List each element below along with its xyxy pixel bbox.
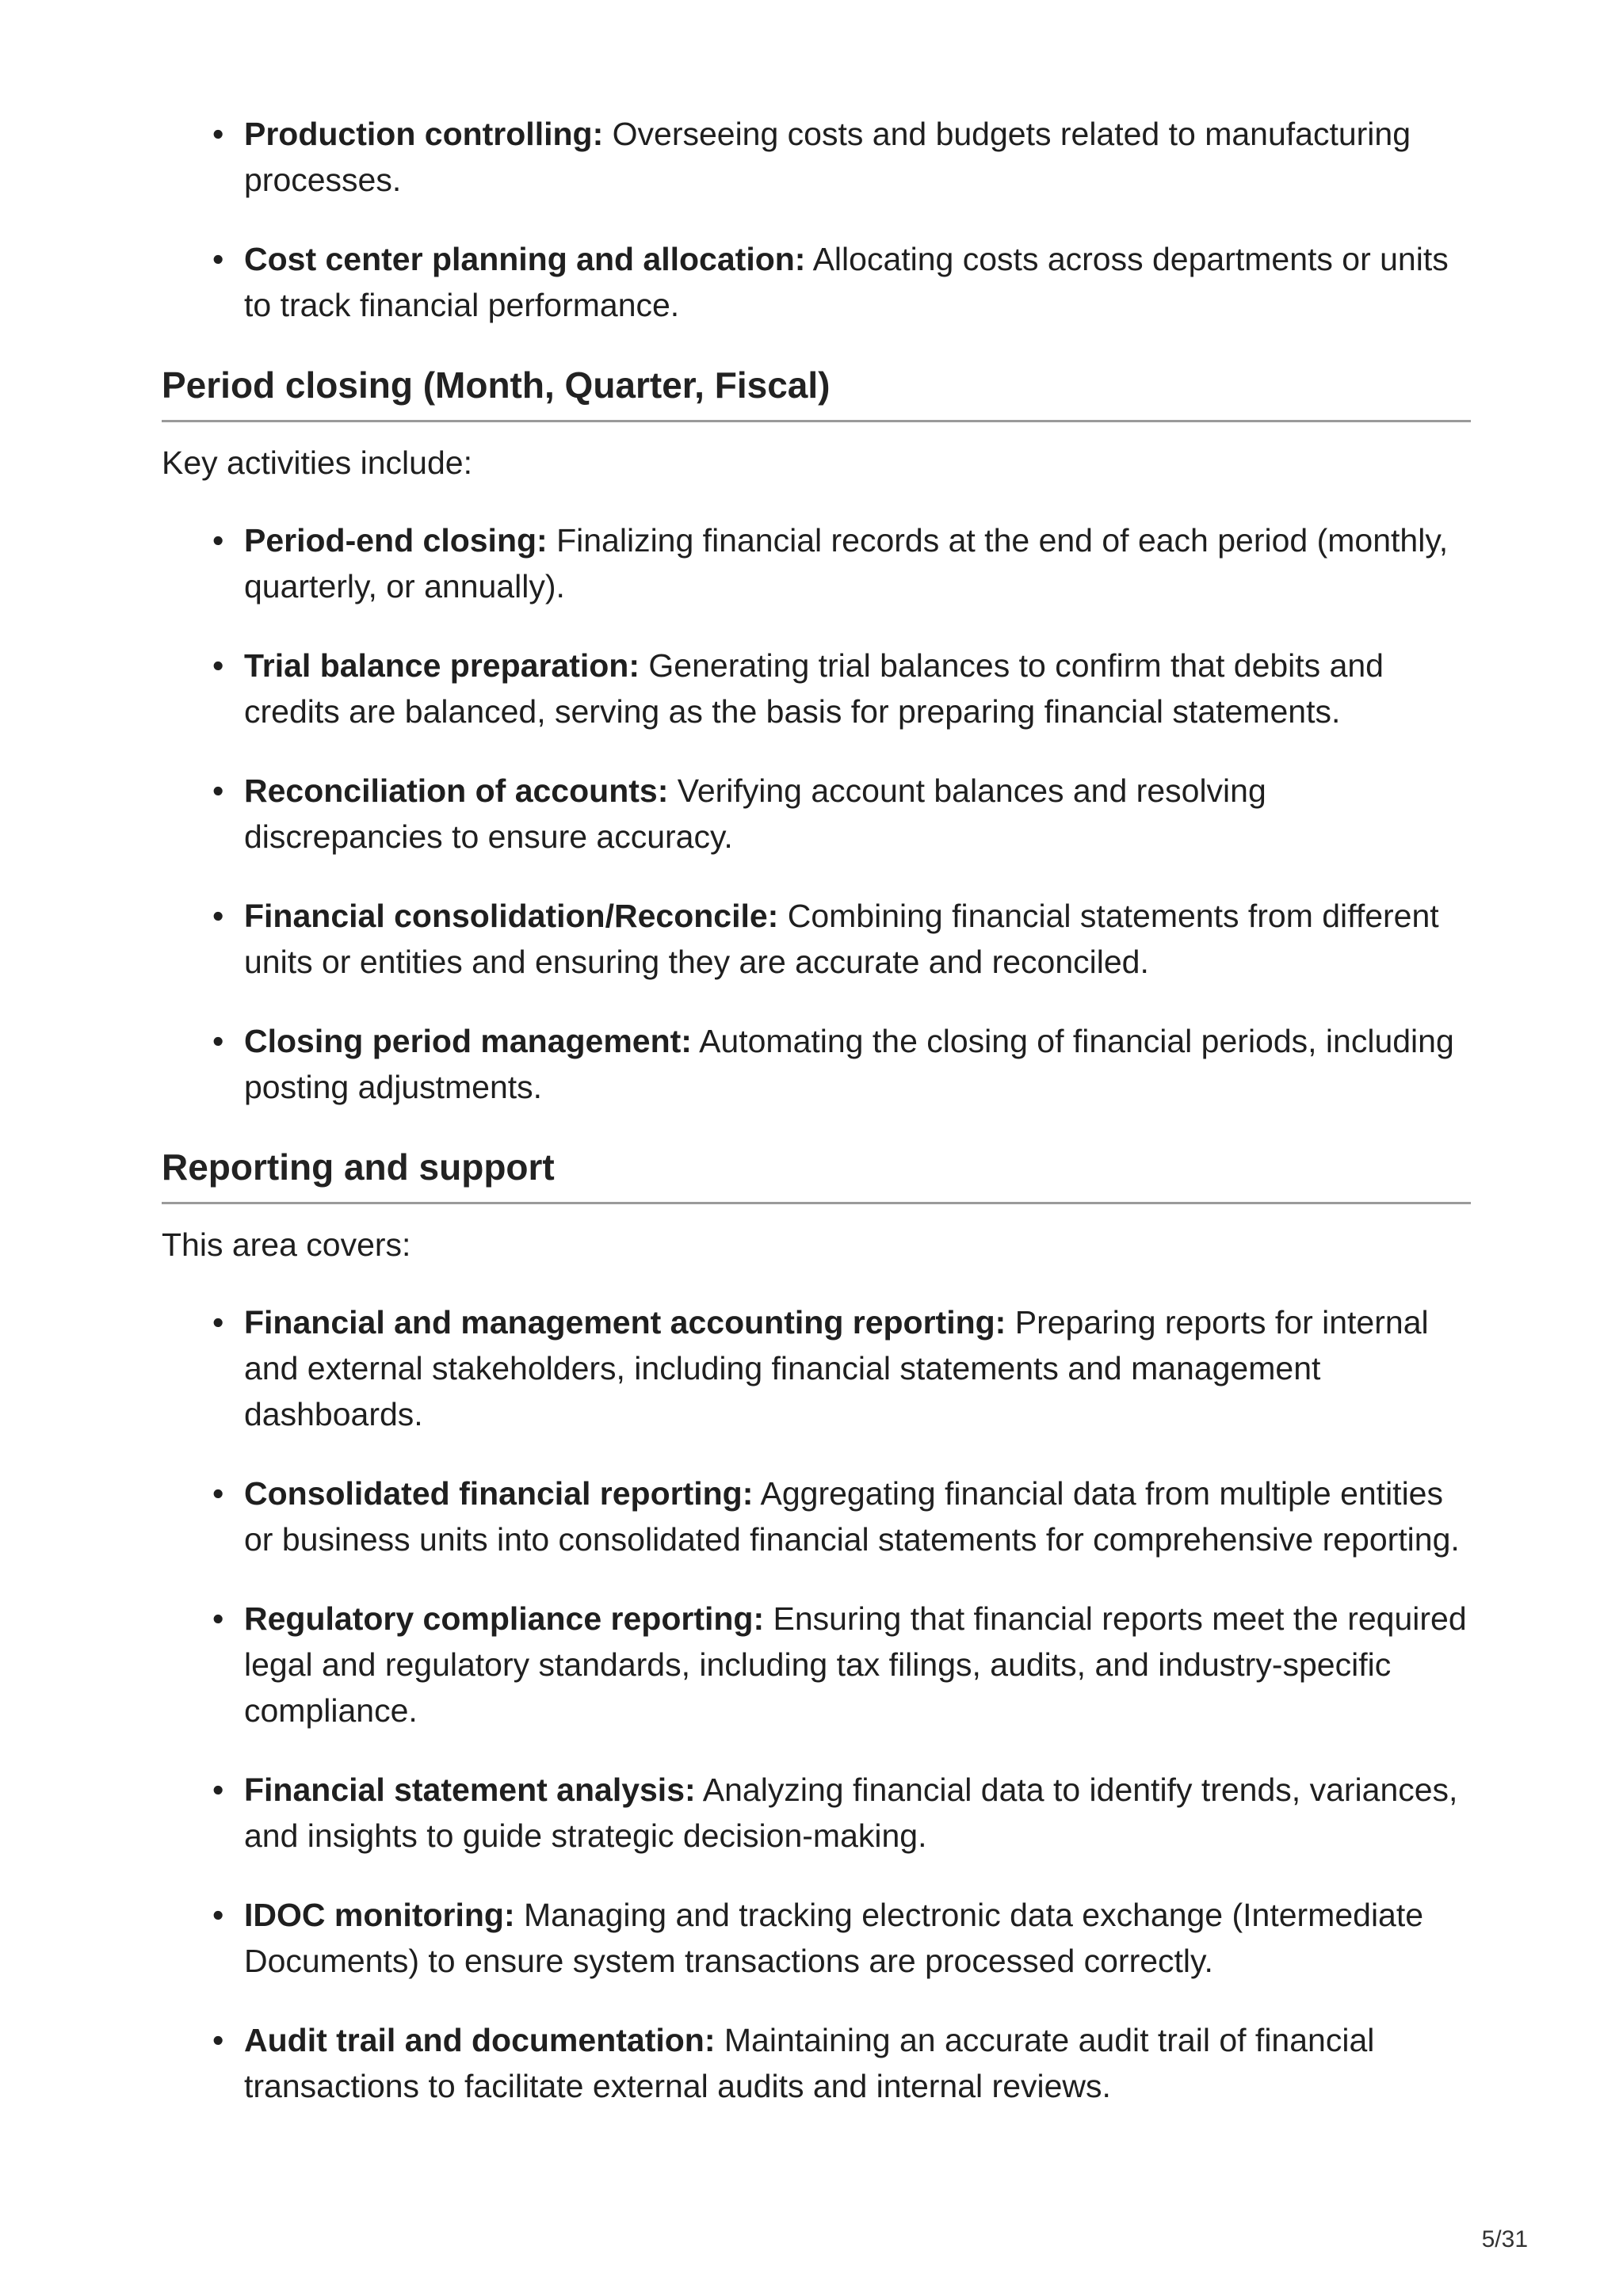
bullet-icon: •: [212, 522, 224, 559]
item-term: Regulatory compliance reporting:: [244, 1600, 765, 1637]
item-term: Cost center planning and allocation:: [244, 241, 806, 277]
item-text: Automating the closing of financial periods, including posting adjustments.: [244, 1023, 1454, 1105]
section-intro: This area covers:: [162, 1226, 411, 1263]
item-term: Consolidated financial reporting:: [244, 1475, 754, 1512]
item-text: Managing and tracking electronic data exchange (Intermediate Documents) to ensure system transactions are processed correctly.: [244, 1897, 1424, 1979]
item-text: Overseeing costs and budgets related to manufacturing processes.: [244, 116, 1411, 198]
item-text: Ensuring that financial reports meet the required legal and regulatory standards, including tax filings, audits, and industry-specific compliance.: [244, 1600, 1467, 1729]
list-item: [212, 1767, 1471, 1859]
item-text: Analyzing financial data to identify trends, variances, and insights to guide strategic decision-making.: [244, 1772, 1458, 1854]
item-text: Maintaining an accurate audit trail of financial transactions to facilitate external audits and internal reviews.: [244, 2022, 1375, 2104]
item-term: Production controlling:: [244, 116, 604, 152]
item-term: Financial and management accounting reporting:: [244, 1304, 1006, 1341]
bullet-icon: •: [212, 772, 224, 809]
list-item: [212, 1299, 1471, 1437]
item-text: Verifying account balances and resolving discrepancies to ensure accuracy.: [244, 772, 1266, 855]
list-item: [212, 2017, 1471, 2109]
item-term: Audit trail and documentation:: [244, 2022, 716, 2058]
item-text: Preparing reports for internal and external stakeholders, including financial statements and management dashboards.: [244, 1304, 1429, 1432]
bullet-icon: •: [212, 647, 224, 684]
bullet-icon: •: [212, 1600, 224, 1637]
document-content: [162, 111, 1471, 2142]
list-item: [212, 643, 1471, 734]
list-item: [212, 893, 1471, 985]
section-intro: Key activities include:: [162, 444, 472, 481]
item-text: Generating trial balances to confirm that debits and credits are balanced, serving as the basis for preparing financial statements.: [244, 647, 1384, 730]
item-term: Closing period management:: [244, 1023, 692, 1059]
item-term: Reconciliation of accounts:: [244, 772, 669, 809]
item-text: Finalizing financial records at the end of each period (monthly, quarterly, or annually).: [244, 522, 1449, 605]
bullet-icon: •: [212, 1304, 224, 1341]
bullet-icon: •: [212, 241, 224, 277]
page-number: 5/31: [1481, 2226, 1528, 2252]
item-term: IDOC monitoring:: [244, 1897, 515, 1933]
item-text: Combining financial statements from different units or entities and ensuring they are accurate and reconciled.: [244, 898, 1439, 980]
list-item: [212, 1892, 1471, 1984]
item-term: Period-end closing:: [244, 522, 548, 559]
item-term: Trial balance preparation:: [244, 647, 640, 684]
section-reporting-support: [162, 1143, 1471, 2109]
section-bullet-list: [162, 517, 1471, 1110]
list-item: [212, 1018, 1471, 1110]
item-text: Allocating costs across departments or units to track financial performance.: [244, 241, 1449, 323]
list-item: [212, 768, 1471, 860]
bullet-icon: •: [212, 2022, 224, 2058]
item-term: Financial statement analysis:: [244, 1772, 696, 1808]
list-item: [212, 1470, 1471, 1562]
bullet-icon: •: [212, 1897, 224, 1933]
bullet-icon: •: [212, 1475, 224, 1512]
section-bullet-list: [162, 1299, 1471, 2109]
bullet-icon: •: [212, 116, 224, 152]
bullet-icon: •: [212, 898, 224, 934]
section-heading: Period closing (Month, Quarter, Fiscal): [162, 361, 1471, 422]
bullet-icon: •: [212, 1023, 224, 1059]
top-bullet-list: [162, 111, 1471, 328]
section-period-closing: [162, 361, 1471, 1110]
list-item: [212, 236, 1471, 328]
list-item: [212, 517, 1471, 609]
list-item: [212, 1596, 1471, 1733]
list-item: [212, 111, 1471, 203]
section-heading: Reporting and support: [162, 1143, 1471, 1204]
item-text: Aggregating financial data from multiple entities or business units into consolidated financial statements for comprehensive reporting.: [244, 1475, 1460, 1558]
bullet-icon: •: [212, 1772, 224, 1808]
item-term: Financial consolidation/Reconcile:: [244, 898, 779, 934]
